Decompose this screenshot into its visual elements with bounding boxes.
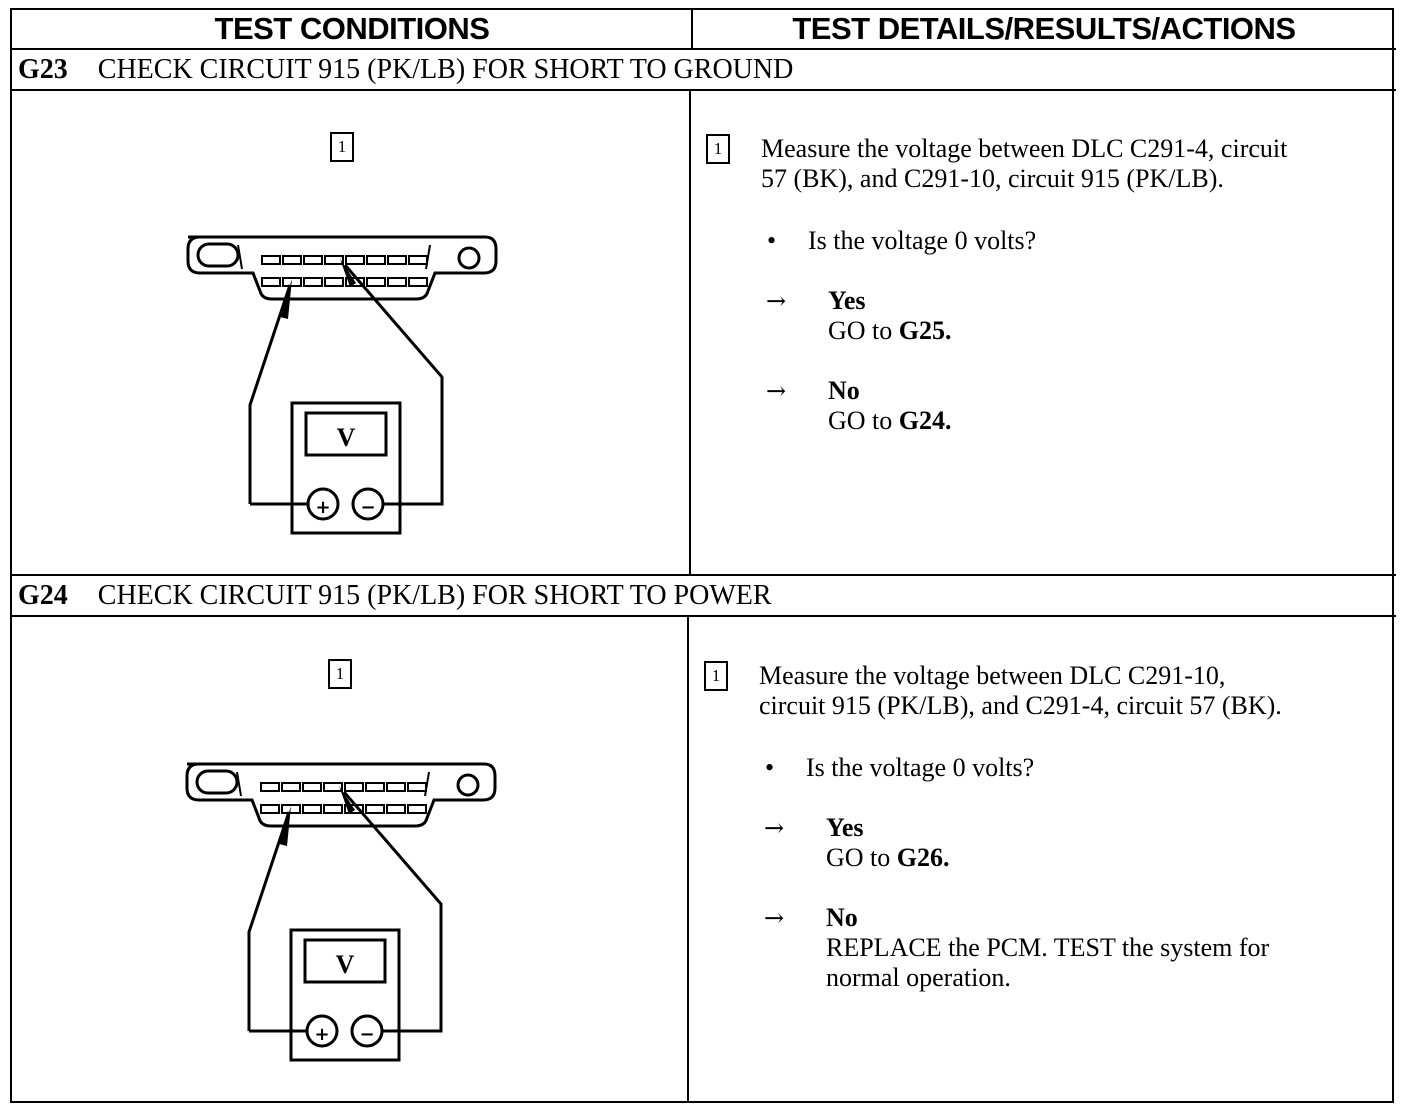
- action-text: GO to: [826, 843, 897, 872]
- action-target: G26: [896, 843, 944, 872]
- instruction-line: Measure the voltage between DLC C291-4, circuit: [761, 134, 1288, 163]
- section-title-text: CHECK CIRCUIT 915 (PK/LB) FOR SHORT TO POWER: [97, 580, 772, 611]
- minus-terminal-label: −: [359, 1024, 375, 1045]
- action-suffix: .: [943, 843, 950, 872]
- meter-display-label: V: [336, 423, 356, 452]
- answer-label: No: [826, 903, 858, 932]
- column-divider: [687, 615, 689, 1103]
- divider: [10, 615, 1396, 617]
- action-target: G24: [898, 406, 946, 435]
- arrow-right-icon: →: [766, 287, 787, 315]
- instruction-line: Measure the voltage between DLC C291-10,: [759, 661, 1226, 690]
- header-test-conditions: TEST CONDITIONS: [214, 11, 490, 46]
- question-text: Is the voltage 0 volts?: [806, 753, 1035, 782]
- answer-label: Yes: [828, 286, 866, 315]
- action-text: normal operation.: [826, 963, 1011, 992]
- plus-terminal-label: +: [314, 1024, 330, 1045]
- voltmeter-connector-diagram: [179, 752, 509, 1072]
- minus-terminal-label: −: [360, 497, 376, 518]
- arrow-right-icon: →: [764, 904, 785, 932]
- instruction-line: circuit 915 (PK/LB), and C291-4, circuit 57 (BK).: [759, 691, 1282, 720]
- bullet-icon: •: [767, 226, 777, 255]
- section-title-text: CHECK CIRCUIT 915 (PK/LB) FOR SHORT TO GROUND: [97, 54, 794, 85]
- meter-display-label: V: [335, 950, 355, 979]
- header-test-details: TEST DETAILS/RESULTS/ACTIONS: [792, 11, 1296, 46]
- column-divider: [691, 8, 693, 49]
- divider: [10, 574, 1396, 576]
- arrow-right-icon: →: [764, 814, 785, 842]
- diagram-step-box: 1: [330, 132, 354, 162]
- step-number-box: 1: [704, 661, 728, 691]
- action-target: G25: [898, 316, 946, 345]
- step-instruction: [761, 134, 1287, 194]
- diagram-step-box: 1: [328, 659, 352, 689]
- section-id: G23: [18, 54, 68, 85]
- action-suffix: .: [945, 316, 952, 345]
- section-title-g24: [18, 580, 772, 612]
- action-text: GO to: [828, 406, 899, 435]
- instruction-line: 57 (BK), and C291-10, circuit 915 (PK/LB).: [761, 164, 1224, 193]
- voltmeter-connector-diagram: [180, 225, 510, 545]
- step-number-box: 1: [706, 134, 730, 164]
- action-text: REPLACE the PCM. TEST the system for: [826, 933, 1270, 962]
- divider: [10, 48, 1396, 50]
- answer-no: [826, 903, 1269, 993]
- answer-label: Yes: [826, 813, 864, 842]
- answer-no: [828, 376, 952, 436]
- section-id: G24: [18, 580, 68, 611]
- answer-yes: [828, 286, 952, 346]
- answer-yes: [826, 813, 950, 873]
- arrow-right-icon: →: [766, 377, 787, 405]
- plus-terminal-label: +: [315, 497, 331, 518]
- section-title-g23: [18, 54, 793, 86]
- bullet-icon: •: [765, 753, 775, 782]
- step-instruction: [759, 661, 1282, 721]
- divider: [10, 89, 1396, 91]
- answer-label: No: [828, 376, 860, 405]
- column-divider: [689, 89, 691, 575]
- action-suffix: .: [945, 406, 952, 435]
- action-text: GO to: [828, 316, 899, 345]
- question-text: Is the voltage 0 volts?: [808, 226, 1037, 255]
